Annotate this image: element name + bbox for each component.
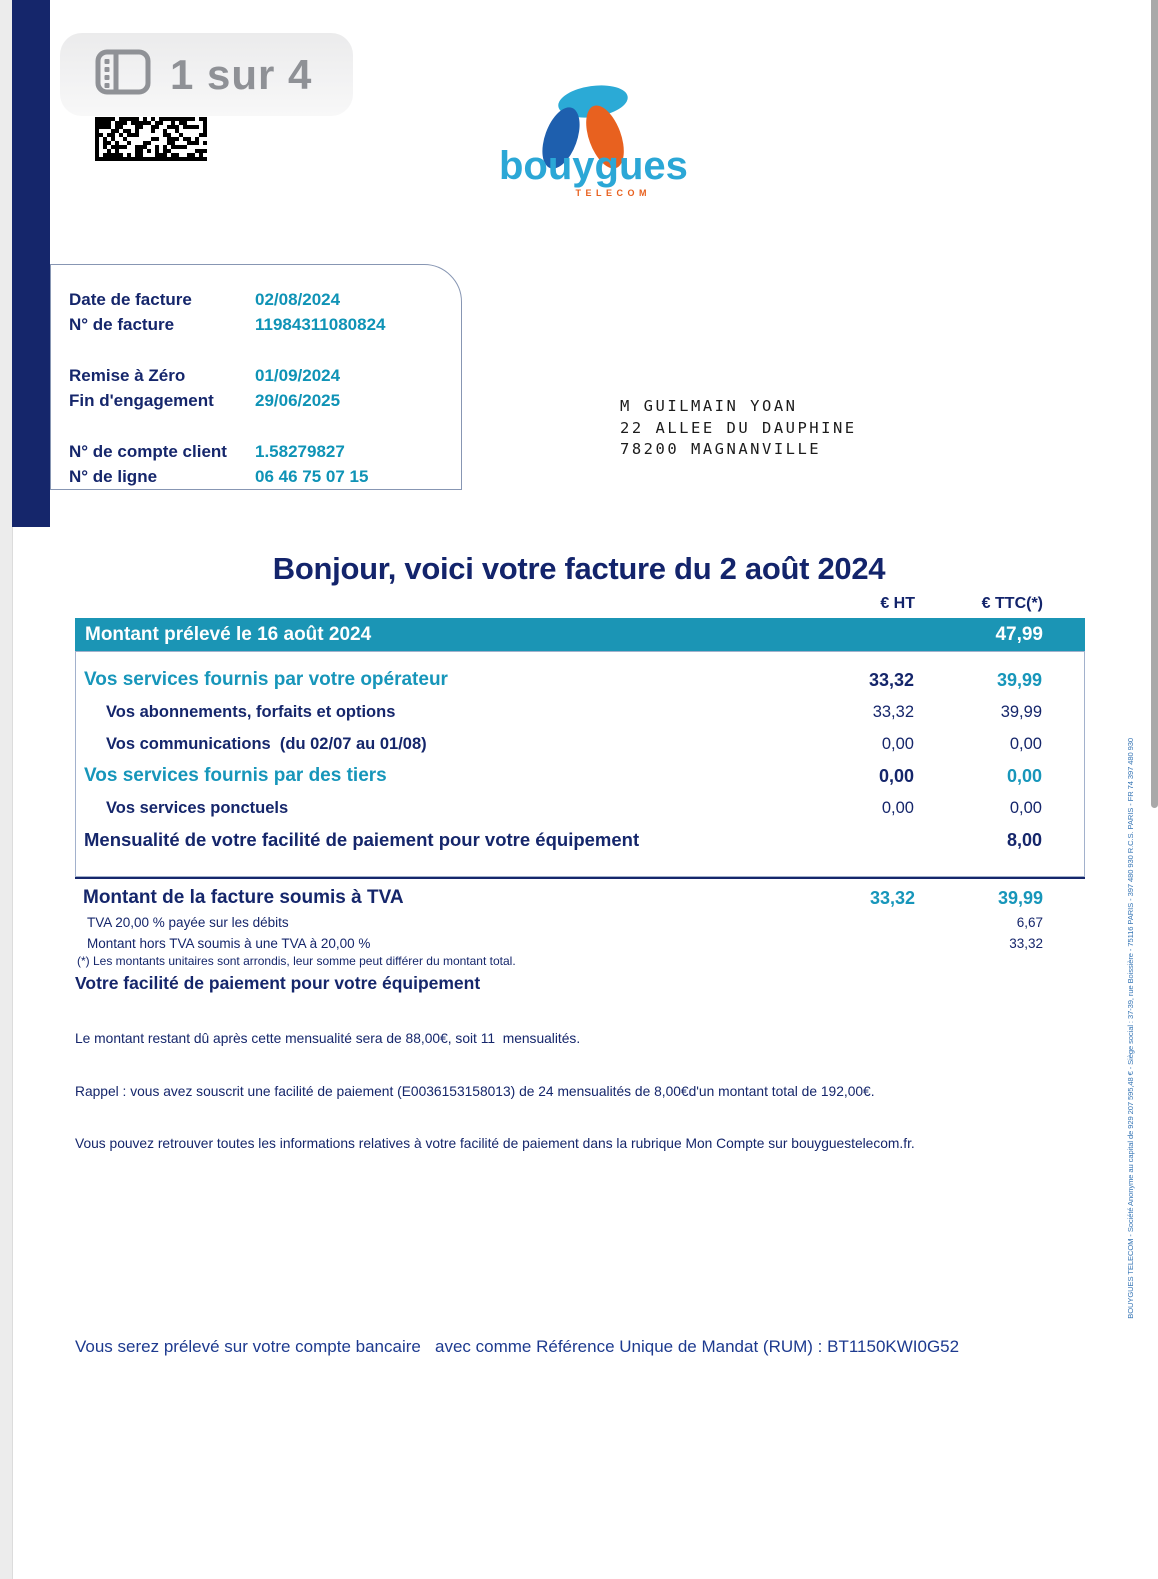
table-row-third-party-services bbox=[76, 760, 1084, 792]
band-amount: 47,99 bbox=[995, 623, 1043, 645]
info-row-line-number bbox=[69, 464, 461, 489]
tva-total-label: Montant de la facture soumis à TVA bbox=[83, 887, 404, 908]
info-value: 29/06/2025 bbox=[255, 390, 341, 410]
info-value: 02/08/2024 bbox=[255, 289, 341, 309]
info-label: Fin d'engagement bbox=[69, 390, 214, 410]
row-ttc: 0,00 bbox=[1009, 798, 1042, 817]
row-ht: 0,00 bbox=[881, 798, 914, 817]
row-label: Vos abonnements, forfaits et options bbox=[106, 702, 396, 721]
info-row-commitment-end bbox=[69, 388, 461, 413]
row-ttc: 39,99 bbox=[996, 669, 1042, 690]
scrollbar-thumb[interactable] bbox=[1151, 0, 1158, 808]
facility-line-3: Vous pouvez retrouver toutes les informations relatives à votre facilité de paiement dans la rubrique Mon Compte sur bouyguestelecom.fr. bbox=[75, 1136, 915, 1151]
facility-paragraph bbox=[75, 995, 1085, 1170]
info-row-invoice-number bbox=[69, 312, 461, 337]
info-value: 06 46 75 07 15 bbox=[255, 466, 369, 486]
info-value: 01/09/2024 bbox=[255, 365, 341, 385]
services-table bbox=[75, 651, 1085, 877]
mandate-reference-line: Vous serez prélevé sur votre compte bancaire avec comme Référence Unique de Mandat (RUM) : BT1150KWI0G52 bbox=[75, 1337, 960, 1356]
recipient-city: 78200 MAGNANVILLE bbox=[620, 440, 822, 458]
row-label: Mensualité de votre facilité de paiement pour votre équipement bbox=[84, 829, 640, 850]
info-row-invoice-date bbox=[69, 287, 461, 312]
info-label: N° de facture bbox=[69, 314, 175, 334]
logo-telecom-label: TELECOM bbox=[575, 188, 651, 198]
table-row-punctual-services bbox=[76, 792, 1084, 824]
amount-debited-band bbox=[75, 618, 1085, 651]
facility-heading: Votre facilité de paiement pour votre équipement bbox=[75, 973, 481, 993]
facility-line-1: Le montant restant dû après cette mensualité sera de 88,00€, soit 11 mensualités. bbox=[75, 1031, 581, 1046]
invoice-info-box bbox=[50, 264, 462, 490]
info-label: N° de ligne bbox=[69, 466, 158, 486]
tva-total-ttc: 39,99 bbox=[997, 887, 1043, 908]
column-header-ttc: € TTC(*) bbox=[981, 595, 1043, 612]
recipient-street: 22 ALLEE DU DAUPHINE bbox=[620, 418, 857, 437]
rounding-footnote: (*) Les montants unitaires sont arrondis, leur somme peut différer du montant total. bbox=[77, 954, 516, 968]
legal-vertical-text: BOUYGUES TELECOM - Société Anonyme au capital de 929 207 595,48 € - Siège social : 37-39, rue Boissière - 75116 PARIS - 397 480 930 R.C.S. PARIS - FR 74 397 480 930 bbox=[1126, 738, 1135, 1319]
info-label: N° de compte client bbox=[69, 441, 227, 461]
column-header-ht: € HT bbox=[880, 595, 915, 612]
table-row-operator-services bbox=[76, 664, 1084, 696]
amount-column-headers bbox=[75, 595, 1085, 613]
info-label: Remise à Zéro bbox=[69, 365, 186, 385]
separator-line bbox=[75, 877, 1085, 879]
band-label: Montant prélevé le 16 août 2024 bbox=[85, 623, 372, 645]
tva-detail-row bbox=[75, 933, 1085, 954]
info-value: 11984311080824 bbox=[255, 314, 386, 334]
row-ttc: 39,99 bbox=[1000, 702, 1042, 721]
logo-wordmark: bouygues bbox=[499, 144, 688, 188]
row-ht: 33,32 bbox=[872, 702, 914, 721]
tva-detail-value: 6,67 bbox=[1016, 915, 1043, 930]
tva-detail-value: 33,32 bbox=[1009, 936, 1043, 951]
table-row-subscriptions bbox=[76, 696, 1084, 728]
info-row-account-number bbox=[69, 439, 461, 464]
recipient-address bbox=[620, 396, 857, 461]
table-row-communications bbox=[76, 728, 1084, 760]
document-navy-sidebar bbox=[12, 0, 50, 527]
row-ht: 0,00 bbox=[881, 734, 914, 753]
info-value: 1.58279827 bbox=[255, 441, 345, 461]
row-ttc: 0,00 bbox=[1009, 734, 1042, 753]
table-row-equipment-installment bbox=[76, 824, 1084, 856]
row-label: Vos services ponctuels bbox=[106, 798, 289, 817]
tva-total-row bbox=[75, 884, 1085, 912]
row-ht: 0,00 bbox=[878, 765, 914, 786]
datamatrix-barcode bbox=[95, 117, 210, 163]
page-indicator-label: 1 sur 4 bbox=[170, 50, 313, 98]
tva-detail-label: TVA 20,00 % payée sur les débits bbox=[87, 915, 289, 930]
tva-detail-row bbox=[75, 912, 1085, 933]
recipient-name: M GUILMAIN YOAN bbox=[620, 397, 798, 415]
info-label: Date de facture bbox=[69, 289, 192, 309]
row-label: Vos communications (du 02/07 au 01/08) bbox=[106, 734, 427, 753]
sidebar-toggle-icon[interactable] bbox=[94, 48, 152, 101]
tva-detail-label: Montant hors TVA soumis à une TVA à 20,00 % bbox=[87, 936, 371, 951]
info-row-reset-date bbox=[69, 363, 461, 388]
tva-total-ht: 33,32 bbox=[869, 887, 915, 908]
facility-line-2: Rappel : vous avez souscrit une facilité de paiement (E0036153158013) de 24 mensualités de 8,00€d'un montant total de 192,00€. bbox=[75, 1083, 875, 1099]
page-indicator-pill[interactable] bbox=[60, 33, 353, 116]
row-label: Vos services fournis par des tiers bbox=[84, 765, 387, 786]
row-ttc: 0,00 bbox=[1006, 765, 1042, 786]
row-label: Vos services fournis par votre opérateur bbox=[84, 669, 448, 690]
page-title: Bonjour, voici votre facture du 2 août 2024 bbox=[272, 551, 886, 586]
row-ht: 33,32 bbox=[868, 669, 914, 690]
row-ttc: 8,00 bbox=[1006, 829, 1042, 850]
